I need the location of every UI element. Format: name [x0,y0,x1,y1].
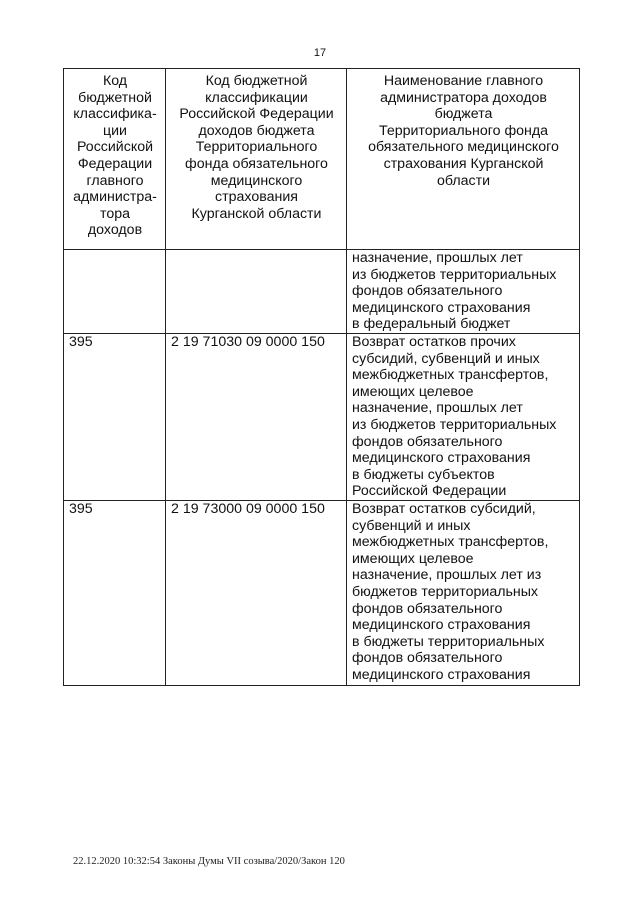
page-number: 17 [313,47,327,59]
cell-kbk: 2 19 71030 09 0000 150 [166,333,347,500]
budget-classification-table [63,68,580,686]
cell-kbk: 2 19 73000 09 0000 150 [166,500,347,685]
cell-name: назначение, прошлых лет из бюджетов территориальных фондов обязательного медицинского страхования в федеральный бюджет [347,250,580,334]
table-row [64,333,580,500]
cell-admin-code [64,250,166,334]
table-row [64,500,580,685]
document-footer: 22.12.2020 10:32:54 Законы Думы VII созыва/2020/Закон 120 [73,856,345,867]
table-header-row [64,69,580,250]
cell-name: Возврат остатков прочих субсидий, субвенций и иных межбюджетных трансфертов, имеющих целевое назначение, прошлых лет из бюджетов территориальных фондов обязательного медицинского страхования в бюджеты субъектов Российской Федерации [347,333,580,500]
header-kbk: Код бюджетной классификации Российской Федерации доходов бюджета Территориального фонда обязательного медицинского страхования Курганской области [166,69,347,250]
cell-admin-code: 395 [64,333,166,500]
cell-kbk [166,250,347,334]
table-row [64,250,580,334]
header-admin-code: Код бюджетной классифика- ции Российской Федерации главного администра- тора доходов [64,69,166,250]
header-admin-name: Наименование главного администратора доходов бюджета Территориального фонда обязательного медицинского страхования Курганской области [347,69,580,250]
cell-name: Возврат остатков субсидий, субвенций и иных межбюджетных трансфертов, имеющих целевое назначение, прошлых лет из бюджетов территориальных фондов обязательного медицинского страхования в бюджеты территориальных фондов обязательного медицинского страхования [347,500,580,685]
cell-admin-code: 395 [64,500,166,685]
